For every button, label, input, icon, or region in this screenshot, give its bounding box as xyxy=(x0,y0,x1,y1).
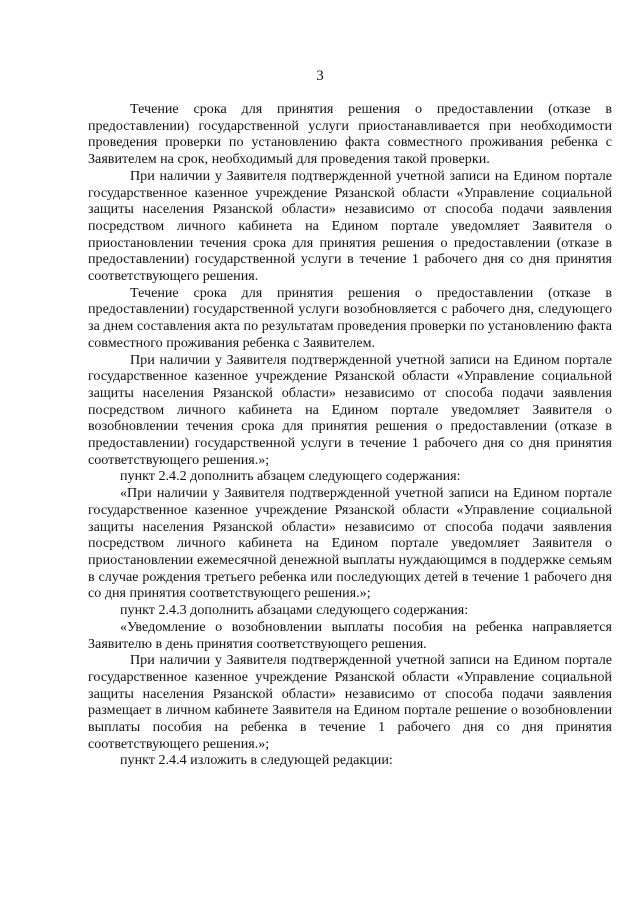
paragraph-3: Течение срока для принятия решения о предоставлении (отказе в предоставлении) государственной услуги возобновляется с рабочего дня, следующего за днем составления акта по результатам проведения проверки по установлению факта совместного проживания ребенка с Заявителем. xyxy=(88,284,612,351)
paragraph-9: При наличии у Заявителя подтвержденной учетной записи на Едином портале государственное казенное учреждение Рязанской области «Управление социальной защиты населения Рязанской области» независимо от способа подачи заявления размещает в личном кабинете Заявителя на Едином портале решение о возобновлении выплаты пособия на ребенка в течение 1 рабочего дня со дня принятия соответствующего решения.»; xyxy=(88,652,612,752)
paragraph-1: Течение срока для принятия решения о предоставлении (отказе в предоставлении) государственной услуги приостанавливается при необходимости проведения проверки по установлению факта совместного проживания ребенка с Заявителем на срок, необходимый для проведения такой проверки. xyxy=(88,101,612,168)
paragraph-2: При наличии у Заявителя подтвержденной учетной записи на Едином портале государственное казенное учреждение Рязанской области «Управление социальной защиты населения Рязанской области» независимо от способа подачи заявления посредством личного кабинета на Едином портале уведомляет Заявителя о приостановлении течения срока для принятия решения о предоставлении (отказе в предоставлении) государственной услуги в течение 1 рабочего дня со дня принятия соответствующего решения. xyxy=(88,167,612,285)
paragraph-5: пункт 2.4.2 дополнить абзацем следующего содержания: xyxy=(120,468,461,485)
paragraph-7: пункт 2.4.3 дополнить абзацами следующего содержания: xyxy=(120,602,469,619)
paragraph-8: «Уведомление о возобновлении выплаты пособия на ребенка направляется Заявителю в день принятия соответствующего решения. xyxy=(88,618,612,652)
document-body xyxy=(88,101,612,769)
paragraph-10: пункт 2.4.4 изложить в следующей редакции: xyxy=(120,752,393,769)
paragraph-6: «При наличии у Заявителя подтвержденной учетной записи на Едином портале государственное казенное учреждение Рязанской области «Управление социальной защиты населения Рязанской области» независимо от способа подачи заявления посредством личного кабинета на Едином портале уведомляет Заявителя о приостановлении ежемесячной денежной выплаты нуждающимся в поддержке семьям в случае рождения третьего ребенка или последующих детей в течение 1 рабочего дня со дня принятия соответствующего решения.»; xyxy=(88,485,612,602)
paragraph-4: При наличии у Заявителя подтвержденной учетной записи на Едином портале государственное казенное учреждение Рязанской области «Управление социальной защиты населения Рязанской области» независимо от способа подачи заявления посредством личного кабинета на Едином портале уведомляет Заявителя о возобновлении течения срока для принятия решения о предоставлении (отказе в предоставлении) государственной услуги в течение 1 рабочего дня со дня принятия соответствующего решения.»; xyxy=(88,351,612,468)
page-number: 3 xyxy=(316,68,324,84)
